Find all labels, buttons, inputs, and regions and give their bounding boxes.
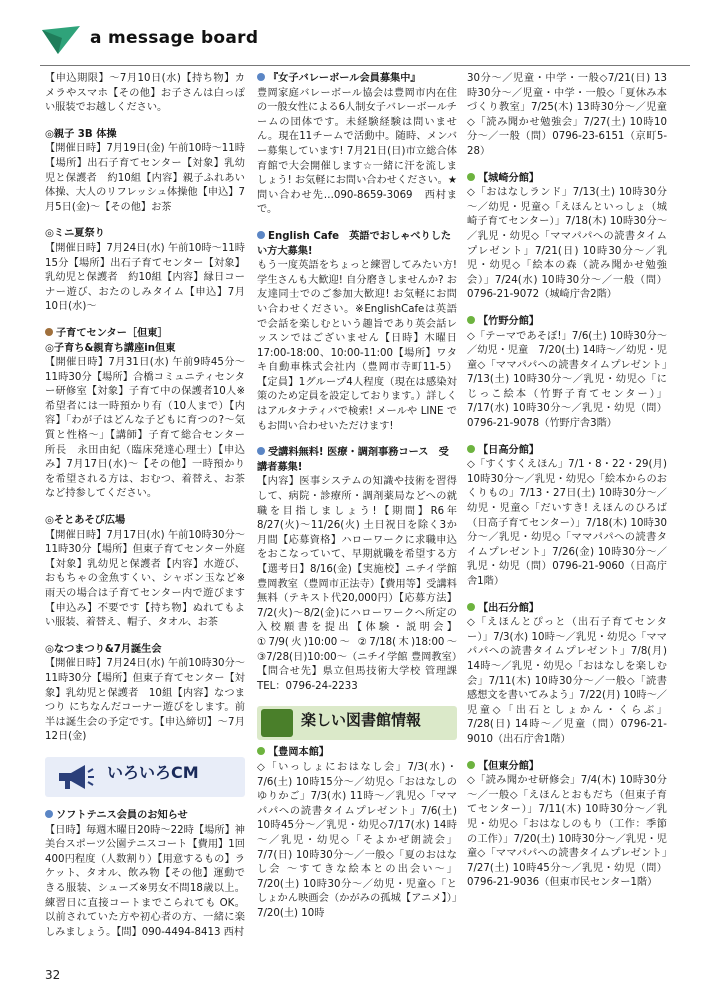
article-english-cafe	[257, 230, 457, 434]
bullet-icon	[257, 747, 265, 755]
bullet-icon	[467, 445, 475, 453]
article-title-label: 『女子バレーボール会員募集中』	[268, 73, 421, 84]
bullet-icon	[45, 328, 53, 336]
article-title-label: English Cafe 英語でおしゃべりしたい方大募集!	[257, 230, 452, 257]
section-title: a message board	[90, 28, 259, 48]
column-3	[467, 72, 667, 903]
article-title	[257, 230, 457, 259]
article-title-label: 【日高分館】	[478, 444, 540, 456]
article-title	[467, 444, 667, 459]
article-title-label: 【竹野分館】	[478, 315, 540, 327]
article-body: ◇「おはなしランド」7/13(土) 10時30分～／幼児・児童◇「えほんといっしょ（城崎子育てセンター）」7/18(木) 10時30分～／乳児・幼児◇「ママパパへの読書タイムプレゼント」7/21(日) 10時30分～／乳児・幼児◇「絵本の森（読み聞かせ勉強会）」7/24(水) 10時30分～／一般（問）0796-21-9072（城崎庁舎2階）	[467, 187, 667, 301]
article-hidaka	[467, 444, 667, 590]
article-takeno	[467, 315, 667, 432]
section-head-label: 子育てセンター［但東］	[56, 327, 168, 339]
article-body: 【日時】毎週木曜日20時～22時【場所】神美台スポーツ公園テニスコート【費用】1回400円程度（人数割り）【用意するもの】ラケット、タオル、飲み物【その他】運動できる服装、シューズ※男女不問18歳以上。練習日に直接コートまでこられても OK。以前されていた方や初心者の方、一緒に楽しみましょう。【問】090-4494-8413 西村	[45, 824, 245, 938]
article-kinosaki	[467, 172, 667, 303]
article-toyooka-continued: 30分～／児童・中学・一般◇7/21(日) 13時30分～／児童・中学・一般◇「夏休み本づくり教室」7/25(木) 13時30分～／児童◇「読み聞かせ勉強会」7/27(土) 10時10分～／一般（問）0796-23-6151（京町5-28）	[467, 73, 667, 157]
article-body: ◇「テーマであそぼ!」7/6(土) 10時30分～／幼児・児童 7/20(土) 14時～／幼児・児童◇「ママパパへの読書タイムプレゼント」7/13(土) 10時30分～／乳児・幼児◇「にじっこ絵本（竹野子育てセンター）」7/17(水) 10時30分～／乳児・幼児（問）0796-21-9078（竹野庁舎3階）	[467, 330, 667, 430]
article-body: ◇「すくすくえほん」7/1・8・22・29(月) 10時30分～／乳児・幼児◇「絵本からのおくりもの」7/13・27日(土) 10時30分～／幼児・児童◇「だいすき! えほんのひろば（日高子育てセンター）」7/18(木) 10時30分～／乳児・幼児◇「ママパパへの読書タイムプレゼント」7/26(金) 10時30分～／乳児・幼児（問）0796-21-9060（日高庁舎1階）	[467, 459, 667, 587]
cm-banner-label: いろいろCM	[107, 762, 199, 782]
article-mini-natsumatsuri	[45, 227, 245, 315]
article-title	[257, 746, 457, 761]
article-title	[467, 172, 667, 187]
article-title: ◎そとあそび広場	[45, 515, 126, 527]
bullet-icon	[257, 447, 265, 455]
cm-banner	[45, 757, 245, 797]
article-body: 【開催日時】7月17日(水) 午前10時30分～11時30分【場所】但東子育てセンター外庭【対象】乳幼児と保護者【内容】水遊び、おもちゃの金魚すくい、シャボン玉など※雨天の場合は子育てセンター内で遊びます【申込み】不要です【持ち物】ぬれてもよい服装、着替え、帽子、タオル、お茶	[45, 529, 245, 629]
article-title-label: 【豊岡本館】	[268, 747, 330, 759]
article-iryo-jimu	[257, 446, 468, 694]
article-body: ◇「えほんとぴっと（出石子育てセンター）」7/3(水) 10時～／乳児・幼児◇「ママパパへの読書タイムプレゼント」7/8(月) 14時～／乳児・幼児◇「おはなしを楽しむ会」7/11(木) 10時30分～／一般◇「読書感想文を書いてみよう」7/22(月) 10時～／児童◇「出石としょかん・くらぶ」7/28(日) 14時～／児童（問）0796-21-9010（出石庁舎1階）	[467, 617, 667, 745]
article-title-label: 受講料無料! 医療・調剤事務コース 受講者募集!	[257, 447, 449, 473]
article-title	[45, 809, 245, 824]
article-body: 【内容】医事システムの知識や技術を習得して、病院・診療所・調剤薬局などへの就職を目指しましょう!【期間】R6年8/27(火)～11/26(火) 土日祝日を除く3か月間【応募資格】ハローワークに求職申込をおこなっていて、早期就職を希望する方【選考日】8/16(金)【実施校】ニチイ学館 豊岡教室（豊岡市正法寺）【費用等】受講料無料（テキスト代20,000円）【応募方法】7/2(火)～8/2(金)にハローワークへ所定の入校願書を提出【体験・説明会】①7/9(火)10:00～ ②7/18(木)18:00～ ③7/28(日)10:00～（ニチイ学館 豊岡教室）【問合せ先】県立但馬技術大学校 管理課 TEL：0796-24-2233	[257, 476, 468, 692]
page-number: 32	[45, 968, 61, 982]
article-body: 【開催日時】7月19日(金) 午前10時～11時【場所】出石子育てセンター【対象】乳幼児と保護者 約10組【内容】親子ふれあい体操、大人のリフレッシュ体操他【申込】7月5日(金)～【その他】お茶	[45, 143, 245, 213]
article-title-label: 【城崎分館】	[478, 172, 540, 184]
article-title-label: 【但東分館】	[478, 760, 540, 772]
bullet-icon	[467, 761, 475, 769]
bullet-icon	[257, 231, 265, 239]
article-sotoasobi	[45, 514, 245, 631]
article-title-label: 【出石分館】	[478, 602, 540, 614]
article-title	[467, 602, 667, 617]
article-title	[257, 72, 457, 87]
library-banner-label: 楽しい図書館情報	[301, 711, 422, 730]
paper-plane-icon	[40, 24, 82, 58]
article-title: ◎子育ち&親育ち講座in但東	[45, 342, 176, 354]
bullet-icon	[467, 316, 475, 324]
article-title	[467, 315, 667, 330]
article-body: 【開催日時】7月24日(水) 午前10時30分～11時30分【場所】但東子育てセンター【対象】乳幼児と保護者 10組【内容】なつまつり にちなんだコーナー遊びをします。前半は誕生会の予定です。【申込締切】～7月12日(金)	[45, 658, 245, 743]
column-1	[45, 72, 256, 952]
article-title	[257, 446, 457, 475]
article-natsumatsuri	[45, 643, 245, 745]
article-3b-taiso	[45, 128, 245, 216]
megaphone-icon	[55, 762, 95, 792]
article-body: もう一度英語をちょっと練習してみたい方! 学生さんも大歓迎! 自分磨きしませんか? お友達同士でのご参加大歓迎! お気軽にお問い合わせください。※EnglishCafeは英語で会話を楽しむという趣旨であり英会話レッスンではございません【日時】木曜日17:00-18:00、10:00-11:00【場所】ワタキ自動車株式会社内（豊岡市寺町11-5）【定員】1グループ4人程度（現在は感染対策のため定員を設定しております。）詳しくはアルタナティバで検索! メールや LINE でもお問い合わせいただけます!	[257, 260, 457, 432]
bullet-icon	[257, 73, 265, 81]
column-2	[257, 72, 468, 933]
section-head	[45, 327, 245, 342]
article-body: ◇「いっしょにおはなし会」7/3(水)・7/6(土) 10時15分～／幼児◇「おはなしのゆりかご」7/3(水) 11時～／乳児◇「ママパパへの読書タイムプレゼント」7/6(土) 10時45分～／乳児・幼児◇7/17(水) 14時～／乳児・幼児◇「そよかぜ朗読会」7/7(日) 10時30分～／一般◇「夏のおはなし会 ～すてきな絵本との出会い～」7/20(土) 10時30分～／幼児・児童◇「としょかん映画会（かがみの孤城【アニメ】）」7/20(土) 10時	[257, 761, 457, 919]
article-izushi	[467, 602, 667, 748]
article-body: 【開催日時】7月24日(水) 午前10時～11時15分【場所】出石子育てセンター【対象】乳幼児と保護者 約10組【内容】縁日コーナー遊び、おたのしみタイム【申込】7月10日(水)～	[45, 242, 245, 313]
article-body: 【開催日時】7月31日(水) 午前9時45分～11時30分【場所】合橋コミュニティセンター研修室【対象】子育て中の保護者10人※希望者には一時預かり有（10人まで）【内容】「わが子はどんな子どもに育つの?～気質と性格～」【講師】子育て総合センター 所長 永田由紀（臨床発達心理士）【申込み】7月17日(水)～【その他】一時預かりを希望される方は、おむつ、着替え、お茶など持参してください。	[45, 357, 256, 500]
article-tanto	[467, 760, 667, 891]
book-icon	[261, 709, 293, 737]
article-tanto-kosodate	[45, 327, 256, 502]
bullet-icon	[467, 603, 475, 611]
article-body: ◇「読み聞かせ研修会」7/4(木) 10時30分～／一般◇「えほんとおもだち（但東子育てセンター）」7/11(木) 10時30分～／乳児・幼児◇「おはなしのもり（工作：季節の工作）」7/20(土) 10時30分～／乳児・児童◇「ママパパへの読書タイムプレゼント」7/27(土) 10時45分～／乳児・幼児（問）0796-21-9036（但東市民センター1階）	[467, 775, 667, 889]
page-header	[40, 22, 680, 60]
article-toyooka-honkan	[257, 746, 457, 921]
bullet-icon	[45, 810, 53, 818]
bullet-icon	[467, 173, 475, 181]
article-volleyball	[257, 72, 457, 218]
article-soft-tennis	[45, 809, 245, 940]
intro-text: 【申込期限】～7月10日(水)【持ち物】カメラやスマホ【その他】お子さんは白っぽい服装でお越しください。	[45, 73, 245, 114]
library-banner	[257, 706, 457, 740]
article-title: ◎ミニ夏祭り	[45, 228, 105, 240]
article-title: ◎親子 3B 体操	[45, 128, 117, 140]
header-divider	[40, 65, 690, 66]
article-title: ◎なつまつり&7月誕生会	[45, 643, 162, 655]
article-title	[467, 760, 667, 775]
article-title-label: ソフトテニス会員のお知らせ	[56, 809, 188, 821]
article-body: 豊岡家庭バレーボール協会は豊岡市内在住の一般女性による6人制女子バレーボールチームの団体です。未経験経験は問いません。現在11チームで活動中。随時、メンバー募集しています! 7月21日(日)市立総合体育館で大会開催します☆一緒に汗を流しましょう! お気軽にお問い合わせください。★問い合わせ先…090-8659-3069 西村まで。	[257, 87, 457, 216]
